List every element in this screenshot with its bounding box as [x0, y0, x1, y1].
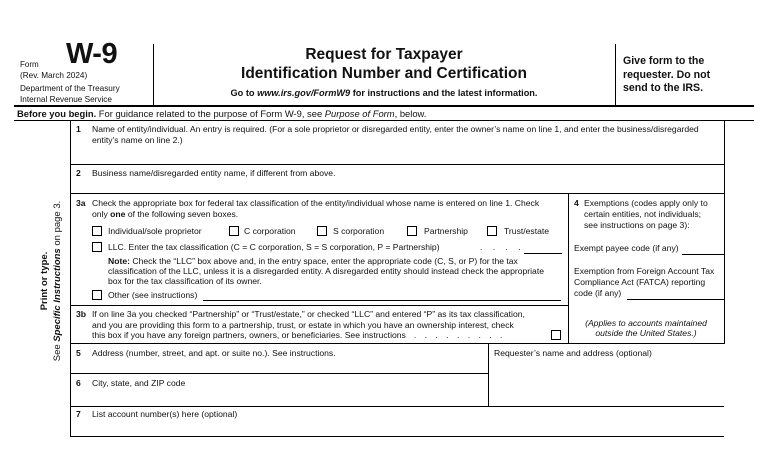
line4-number: 4: [574, 198, 579, 208]
line3b-number: 3b: [76, 309, 87, 319]
line3a-label: Check the appropriate box for federal tax classification of the entity/individual whose name is entered on line 1. Check only one of the following seven boxes.: [92, 198, 540, 219]
line2-label: Business name/disregarded entity name, if different from above.: [92, 168, 336, 178]
print-or-type: Print or type.: [39, 251, 50, 311]
line6-number: 6: [76, 378, 81, 388]
llc-tax-classification-input[interactable]: [524, 241, 560, 253]
partnership-label: Partnership: [424, 226, 468, 236]
line6-label: City, state, and ZIP code: [92, 378, 186, 388]
c-corporation-label: C corporation: [244, 226, 296, 236]
individual-sole-proprietor-checkbox[interactable]: [92, 226, 102, 236]
agency-text: Internal Revenue Service: [20, 95, 112, 104]
partnership-checkbox[interactable]: [407, 226, 417, 236]
exempt-payee-code-label: Exempt payee code (if any): [574, 243, 679, 253]
account-numbers-input[interactable]: [92, 420, 712, 434]
foreign-partners-checkbox[interactable]: [551, 330, 561, 340]
line7-number: 7: [76, 409, 81, 419]
llc-label: LLC. Enter the tax classification (C = C corporation, S = S corporation, P = Partnership): [108, 242, 440, 252]
before-you-begin: Before you begin. For guidance related to the purpose of Form W-9, see Purpose of Form, below.: [17, 108, 427, 119]
line5-label: Address (number, street, and apt. or suite no.). See instructions.: [92, 348, 336, 358]
line2-number: 2: [76, 168, 81, 178]
llc-note: Note: Check the “LLC” box above and, in the entry space, enter the appropriate code (C, S, or P) for the tax classification of the LLC, unless it is a disregarded entity. A disregarded entity should instead check the appropriate box for the tax classification of its owner.: [108, 256, 544, 286]
city-state-zip-input[interactable]: [92, 390, 482, 404]
line7-label: List account number(s) here (optional): [92, 409, 238, 419]
instructions-link-line: Go to www.irs.gov/FormW9 for instructions and the latest information.: [230, 88, 538, 98]
purpose-of-form-link[interactable]: Purpose of Form: [324, 108, 395, 119]
give-form-notice: Give form to the requester. Do not send to the IRS.: [623, 55, 711, 94]
exempt-payee-code-input[interactable]: [683, 242, 721, 254]
form-number: W-9: [66, 38, 118, 70]
llc-dots: . . . .: [480, 242, 525, 252]
side-instructions: [38, 191, 66, 371]
requester-label: Requester’s name and address (optional): [494, 348, 652, 358]
s-corporation-label: S corporation: [333, 226, 385, 236]
line1-label: Name of entity/individual. An entry is required. (For a sole proprietor or disregarded entity, enter the owner’s name on line 1, and enter the business/disregarded entity’s name on line 2.): [92, 124, 699, 145]
address-input[interactable]: [92, 359, 482, 372]
s-corporation-checkbox[interactable]: [317, 226, 327, 236]
line5-number: 5: [76, 348, 81, 358]
see-specific-instructions: See Specific Instructions on page 3.: [52, 200, 63, 362]
fatca-applies-note: (Applies to accounts maintained outside the United States.): [585, 318, 707, 338]
line1-number: 1: [76, 124, 81, 134]
individual-sole-proprietor-label: Individual/sole proprietor: [108, 226, 202, 236]
requester-name-address-input[interactable]: [494, 360, 720, 404]
business-name-input[interactable]: [92, 179, 712, 193]
form-revision: (Rev. March 2024): [20, 71, 88, 80]
other-classification-checkbox[interactable]: [92, 290, 102, 300]
form-word: Form: [20, 60, 39, 69]
llc-checkbox[interactable]: [92, 242, 102, 252]
trust-estate-label: Trust/estate: [504, 226, 550, 236]
department-text: Department of the Treasury: [20, 84, 120, 93]
entity-name-input[interactable]: [92, 147, 712, 163]
form-title-line2: Identification Number and Certification: [241, 65, 527, 82]
other-classification-label: Other (see instructions): [108, 290, 198, 300]
irs-url-link[interactable]: www.irs.gov/FormW9: [257, 88, 351, 98]
line3a-number: 3a: [76, 198, 86, 208]
c-corporation-checkbox[interactable]: [229, 226, 239, 236]
form-title-line1: Request for Taxpayer: [305, 46, 463, 63]
trust-estate-checkbox[interactable]: [487, 226, 497, 236]
other-classification-input[interactable]: [204, 288, 558, 300]
exemptions-label: Exemptions (codes apply only to certain entities, not individuals; see instructions on page 3):: [584, 198, 708, 230]
fatca-label: Exemption from Foreign Account Tax Compliance Act (FATCA) reporting code (if any): [574, 266, 715, 298]
line3b-label: If on line 3a you checked “Partnership” or “Trust/estate,” or checked “LLC” and entered “P” as its tax classification, and you are providing this form to a partnership, trust, or estate in which you have an ownership interest, check this box if you have any foreign partners, owners, or beneficiaries. See instructions . . . . . . . . .: [92, 309, 525, 340]
